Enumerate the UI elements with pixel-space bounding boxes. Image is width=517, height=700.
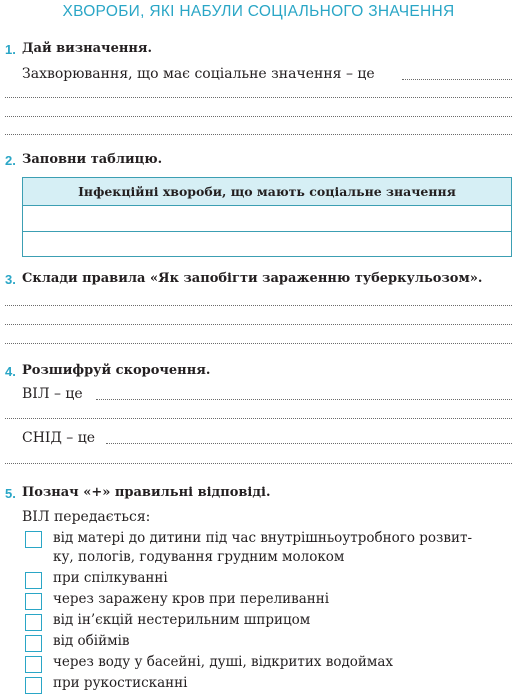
answer-line[interactable]	[5, 418, 512, 419]
answer-checkbox[interactable]	[25, 614, 42, 631]
answer-line[interactable]	[96, 399, 512, 400]
answer-checkbox[interactable]	[25, 572, 42, 589]
option-label-continued: ку, пологів, годування грудним молоком	[53, 549, 345, 565]
hiv-label: ВІЛ – це	[22, 386, 83, 402]
option-label: від обіймів	[53, 633, 130, 649]
task-4-question: Розшифруй скорочення.	[22, 363, 211, 378]
answer-line[interactable]	[402, 79, 512, 80]
table-header: Інфекційні хвороби, що мають соціальне значення	[23, 178, 511, 206]
option-label: при рукостисканні	[53, 675, 188, 691]
answer-line[interactable]	[5, 116, 512, 117]
option-label: від матері до дитини під час внутрішньоутробного розвит-	[53, 530, 473, 546]
task-2-number: 2.	[5, 153, 16, 168]
task-5-question: Познач «+» правильні відповіді.	[22, 485, 271, 500]
table-row[interactable]	[23, 232, 511, 257]
task-5-intro: ВІЛ передається:	[22, 509, 151, 525]
answer-checkbox[interactable]	[25, 531, 42, 548]
answer-line[interactable]	[5, 324, 512, 325]
page-title: ХВОРОБИ, ЯКІ НАБУЛИ СОЦІАЛЬНОГО ЗНАЧЕННЯ	[62, 3, 455, 20]
option-label: від ін’єкцій нестерильним шприцом	[53, 612, 311, 628]
option-label: при спілкуванні	[53, 570, 168, 586]
task-1-question: Дай визначення.	[22, 41, 153, 56]
option-label: через заражену кров при переливанні	[53, 591, 330, 607]
table-row[interactable]	[23, 206, 511, 232]
answer-checkbox[interactable]	[25, 593, 42, 610]
task-5-number: 5.	[5, 486, 16, 501]
aids-label: СНІД – це	[22, 430, 96, 446]
answer-checkbox[interactable]	[25, 656, 42, 673]
answer-line[interactable]	[5, 134, 512, 135]
task-1-number: 1.	[5, 42, 16, 57]
answer-line[interactable]	[106, 443, 512, 444]
answer-line[interactable]	[5, 305, 512, 306]
task-1-prompt: Захворювання, що має соціальне значення – це	[22, 66, 375, 82]
task-3-number: 3.	[5, 272, 16, 287]
answer-line[interactable]	[5, 463, 512, 464]
task-3-question: Склади правила «Як запобігти зараженню туберкульозом».	[22, 271, 483, 286]
answer-line[interactable]	[5, 343, 512, 344]
option-label: через воду у басейні, душі, відкритих водоймах	[53, 654, 394, 670]
diseases-table	[22, 177, 512, 257]
task-4-number: 4.	[5, 364, 16, 379]
answer-checkbox[interactable]	[25, 635, 42, 652]
task-2-question: Заповни таблицю.	[22, 152, 163, 167]
answer-line[interactable]	[5, 97, 512, 98]
answer-checkbox[interactable]	[25, 677, 42, 694]
